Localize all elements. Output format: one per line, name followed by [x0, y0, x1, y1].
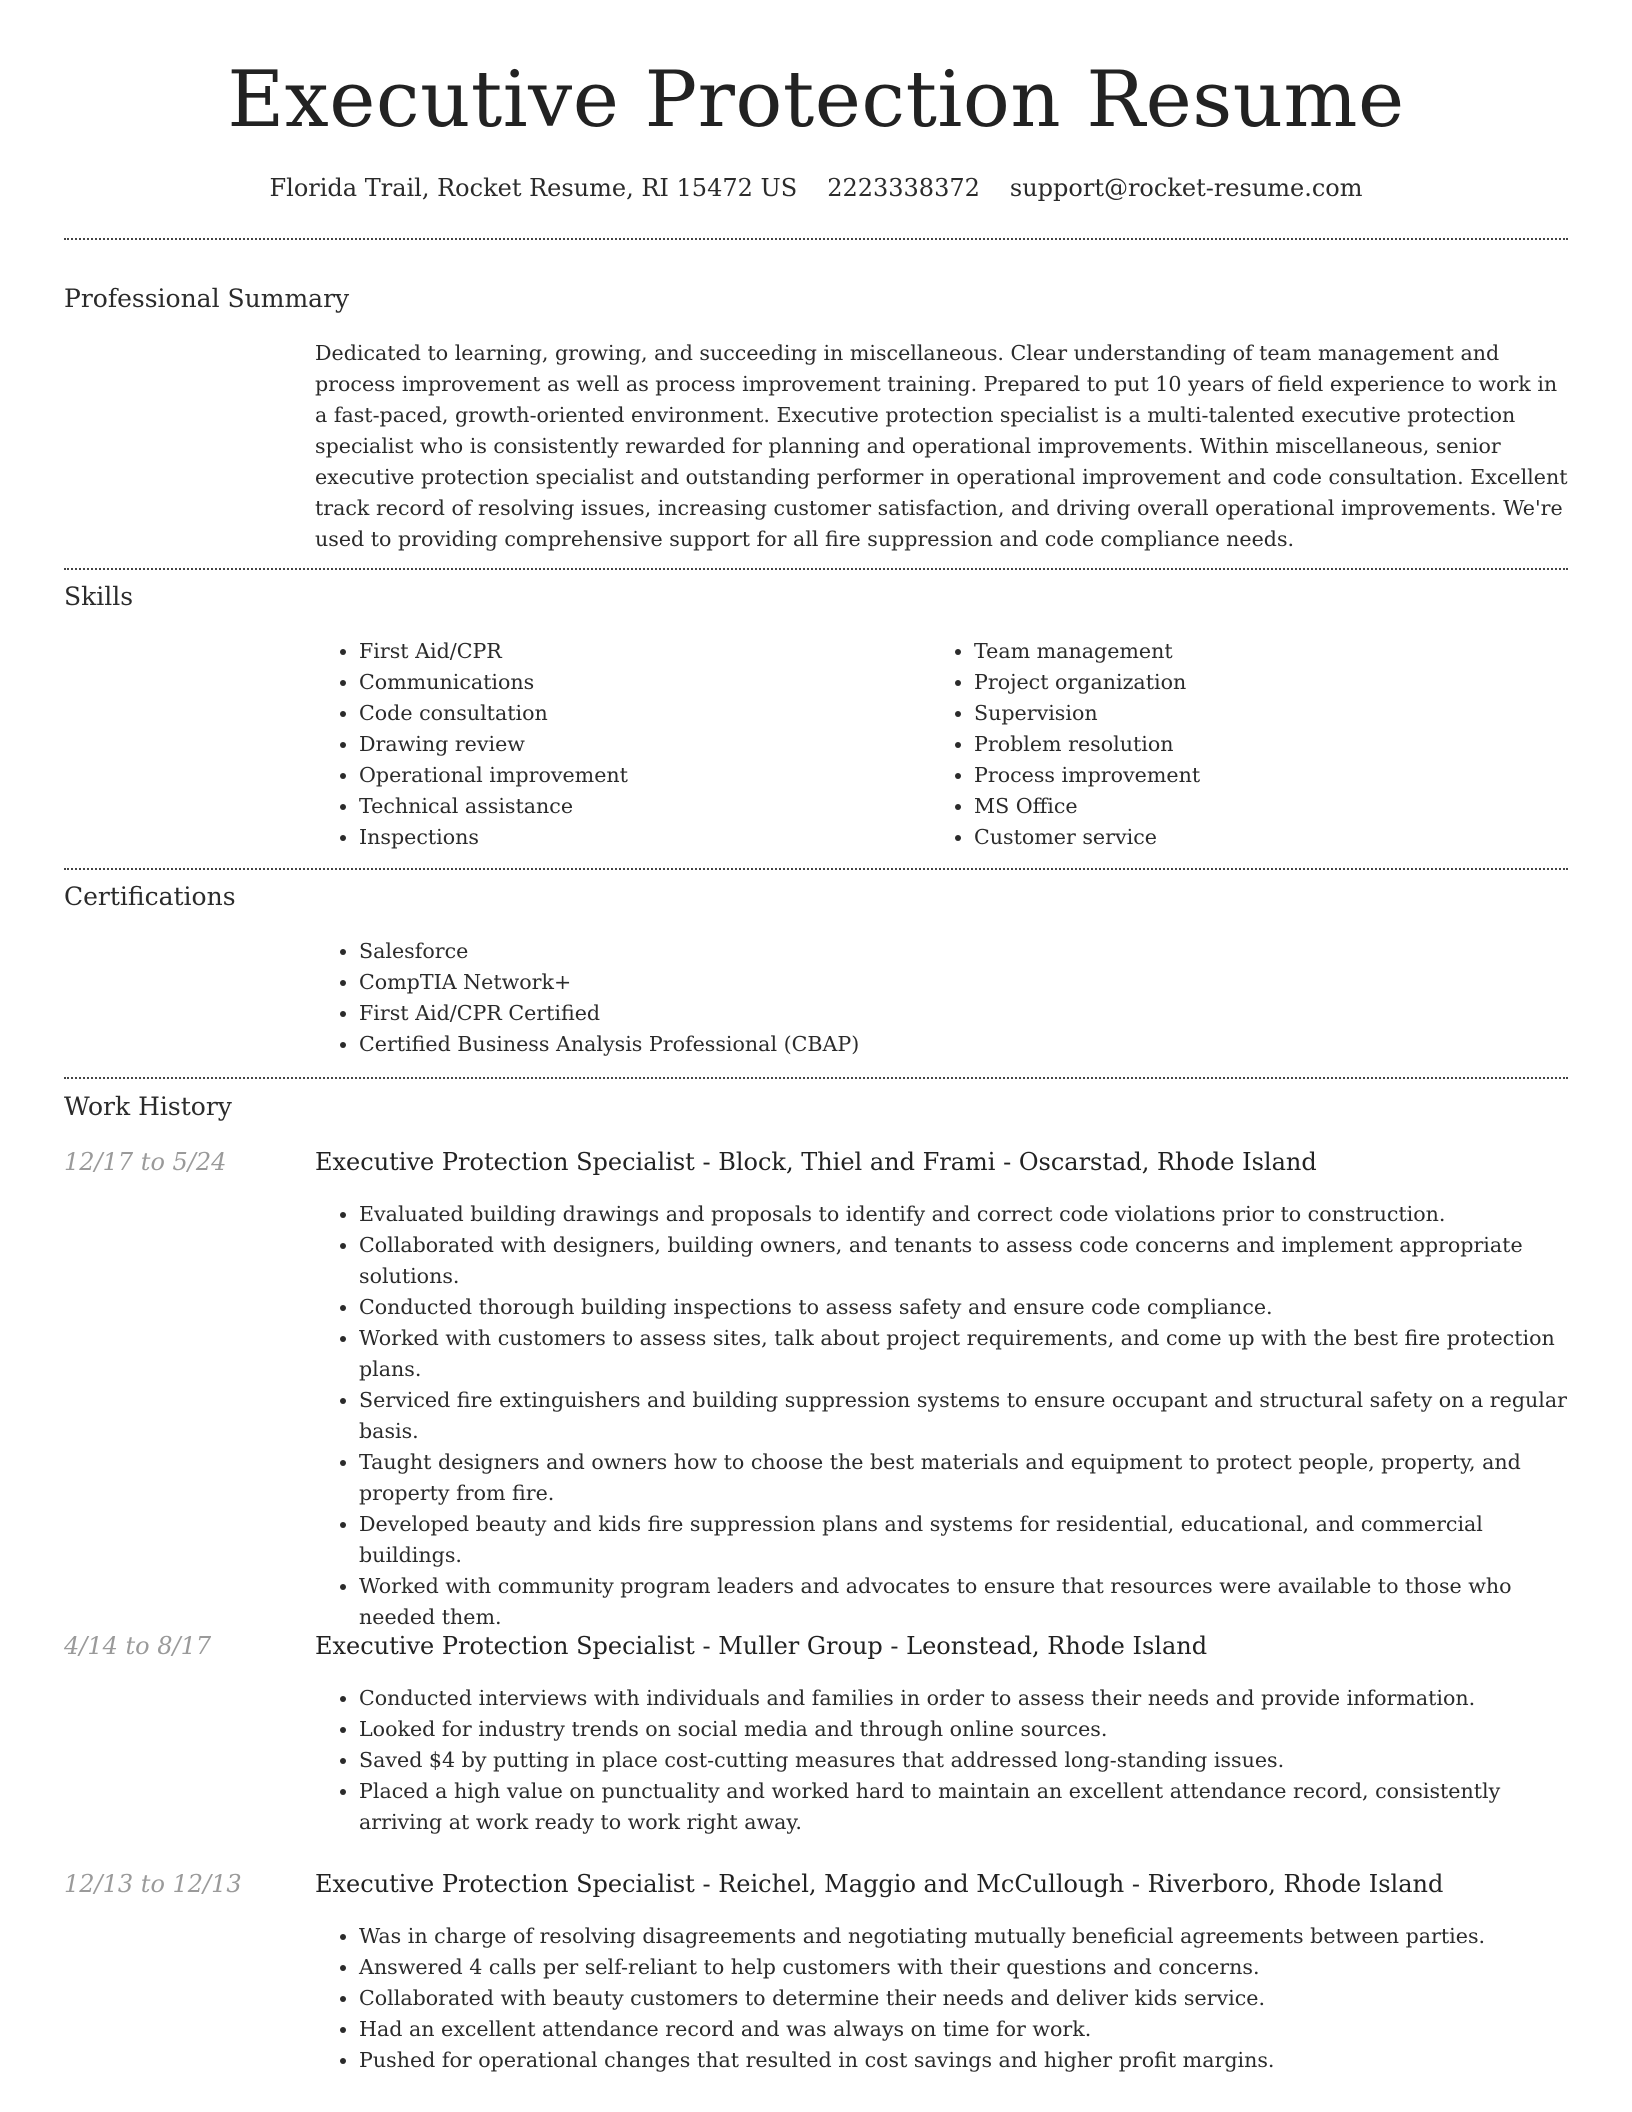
certifications-heading: Certifications — [64, 882, 236, 911]
skill-item: • Drawing review — [359, 729, 959, 760]
job-bullet: • Pushed for operational changes that resulted in cost savings and higher profit margins. — [359, 2045, 1568, 2076]
certification-item: • Salesforce — [359, 936, 1568, 967]
certification-item: • First Aid/CPR Certified — [359, 998, 1568, 1029]
divider — [64, 238, 1568, 240]
skill-item: • Communications — [359, 667, 959, 698]
job-title: Executive Protection Specialist — [315, 1148, 695, 1176]
job-bullet: • Worked with community program leaders and advocates to ensure that resources were available to those who needed them. — [359, 1571, 1568, 1633]
contact-phone: 2223338372 — [827, 174, 980, 202]
job-bullets — [315, 1921, 1568, 2076]
skill-item: • Team management — [974, 636, 1574, 667]
job-title: Executive Protection Specialist — [315, 1870, 695, 1898]
contact-email: support@rocket-resume.com — [1009, 174, 1363, 202]
skills-heading: Skills — [64, 582, 134, 611]
job-details: - Reichel, Maggio and McCullough - Riverboro, Rhode Island — [694, 1870, 1444, 1898]
job-title: Executive Protection Specialist — [315, 1632, 695, 1660]
skill-item: • Project organization — [974, 667, 1574, 698]
skill-item: • Operational improvement — [359, 760, 959, 791]
skill-item: • Technical assistance — [359, 791, 959, 822]
summary-section — [315, 338, 1568, 555]
job-bullet: • Serviced fire extinguishers and building suppression systems to ensure occupant and structural safety on a regular basis. — [359, 1385, 1568, 1447]
job-dates: 12/17 to 5/24 — [64, 1148, 227, 1176]
divider — [64, 568, 1568, 570]
job-bullet: • Conducted interviews with individuals and families in order to assess their needs and provide information. — [359, 1683, 1568, 1714]
certifications-list — [315, 936, 1568, 1060]
job-bullet: • Worked with customers to assess sites, talk about project requirements, and come up with the best fire protection plans. — [359, 1323, 1568, 1385]
job-bullets — [315, 1683, 1568, 1838]
job-bullet: • Was in charge of resolving disagreements and negotiating mutually beneficial agreements between parties. — [359, 1921, 1568, 1952]
job-details: - Muller Group - Leonstead, Rhode Island — [694, 1632, 1208, 1660]
skill-item: • Supervision — [974, 698, 1574, 729]
job-bullet: • Collaborated with beauty customers to determine their needs and deliver kids service. — [359, 1983, 1568, 2014]
divider — [64, 1077, 1568, 1079]
resume-name: Executive Protection Resume — [227, 55, 1405, 145]
skill-item: • First Aid/CPR — [359, 636, 959, 667]
job-heading — [315, 1628, 1207, 1664]
job-bullet: • Had an excellent attendance record and was always on time for work. — [359, 2014, 1568, 2045]
summary-text: Dedicated to learning, growing, and succeeding in miscellaneous. Clear understanding of team management and process improvement as well as process improvement training. Prepared to put 10 years of field experience to work in a fast-paced, growth-oriented environment. Executive protection specialist is a multi-talented executive protection specialist who is consistently rewarded for planning and operational improvements. Within miscellaneous, senior executive protection specialist and outstanding performer in operational improvement and code consultation. Excellent track record of resolving issues, increasing customer satisfaction, and driving overall operational improvements. We're used to providing comprehensive support for all fire suppression and code compliance needs. — [315, 341, 1568, 551]
job-bullet: • Conducted thorough building inspections to assess safety and ensure code compliance. — [359, 1292, 1568, 1323]
job-bullet: • Looked for industry trends on social media and through online sources. — [359, 1714, 1568, 1745]
skills-right-column — [930, 636, 1574, 853]
job-bullet: • Answered 4 calls per self-reliant to help customers with their questions and concerns. — [359, 1952, 1568, 1983]
job-heading — [315, 1866, 1443, 1902]
job-heading — [315, 1144, 1317, 1180]
job-bullet: • Placed a high value on punctuality and worked hard to maintain an excellent attendance record, consistently arriving at work ready to work right away. — [359, 1776, 1568, 1838]
divider — [64, 868, 1568, 870]
contact-line — [64, 170, 1568, 206]
job-section — [315, 1199, 1568, 1633]
certifications-section — [315, 936, 1568, 1060]
skill-item: • Code consultation — [359, 698, 959, 729]
job-details: - Block, Thiel and Frami - Oscarstad, Rhode Island — [694, 1148, 1317, 1176]
skill-item: • Inspections — [359, 822, 959, 853]
skill-item: • MS Office — [974, 791, 1574, 822]
contact-address: Florida Trail, Rocket Resume, RI 15472 US — [269, 174, 798, 202]
certification-item: • Certified Business Analysis Professional (CBAP) — [359, 1029, 1568, 1060]
job-dates: 12/13 to 12/13 — [64, 1870, 242, 1898]
job-bullet: • Collaborated with designers, building owners, and tenants to assess code concerns and implement appropriate solutions. — [359, 1230, 1568, 1292]
summary-heading: Professional Summary — [64, 284, 350, 313]
skills-left-column — [315, 636, 959, 853]
job-dates: 4/14 to 8/17 — [64, 1632, 212, 1660]
skill-item: • Customer service — [974, 822, 1574, 853]
job-bullet: • Saved $4 by putting in place cost-cutting measures that addressed long-standing issues. — [359, 1745, 1568, 1776]
job-section — [315, 1683, 1568, 1838]
skill-item: • Problem resolution — [974, 729, 1574, 760]
work-history-heading: Work History — [64, 1092, 232, 1121]
job-bullets — [315, 1199, 1568, 1633]
skill-item: • Process improvement — [974, 760, 1574, 791]
job-bullet: • Developed beauty and kids fire suppression plans and systems for residential, educational, and commercial buildings. — [359, 1509, 1568, 1571]
job-section — [315, 1921, 1568, 2076]
job-bullet: • Evaluated building drawings and proposals to identify and correct code violations prior to construction. — [359, 1199, 1568, 1230]
certification-item: • CompTIA Network+ — [359, 967, 1568, 998]
job-bullet: • Taught designers and owners how to choose the best materials and equipment to protect people, property, and property from fire. — [359, 1447, 1568, 1509]
